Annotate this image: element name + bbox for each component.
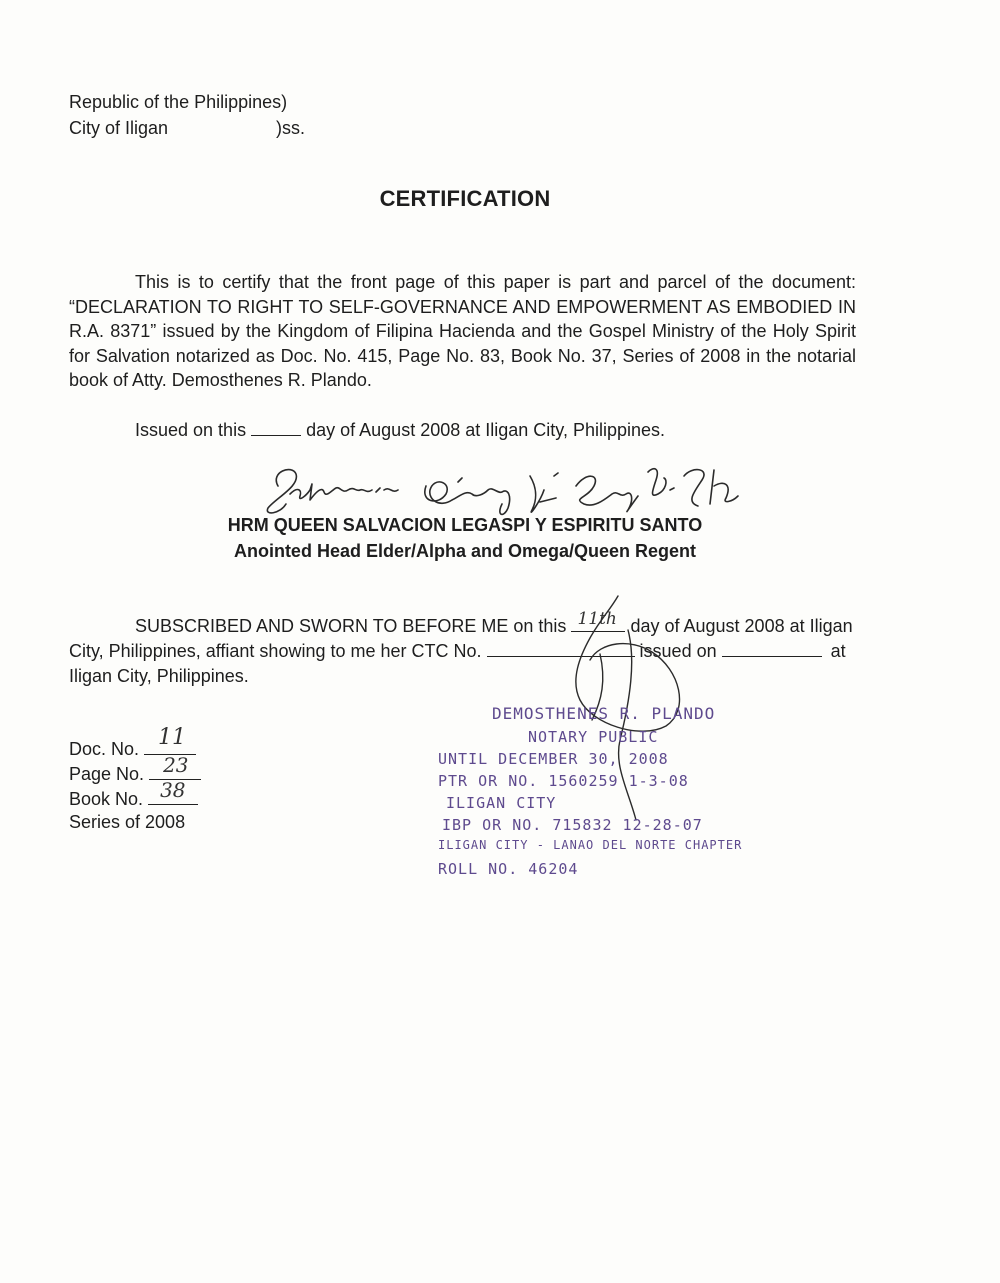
certification-line: “DECLARATION TO RIGHT TO SELF-GOVERNANCE AND EMPOWERMENT AS EMBODIED IN: [69, 296, 856, 317]
stamp-name: DEMOSTHENES R. PLANDO: [492, 704, 716, 723]
series-label: Series of 2008: [69, 812, 186, 832]
page-no-value: 23: [163, 753, 189, 777]
certification-line: book of Atty. Demosthenes R. Plando.: [69, 370, 372, 390]
doc-no-value: 11: [158, 725, 187, 750]
signatory-name: HRM QUEEN SALVACION LEGASPI Y ESPIRITU SANTO: [227, 515, 703, 535]
document-title: CERTIFICATION: [379, 186, 551, 211]
certification-line: for Salvation notarized as Doc. No. 415, Page No. 83, Book No. 37, Series of 2008 in the notarial: [69, 345, 856, 366]
book-no-label: Book No.: [69, 789, 144, 809]
notary-stamp: [420, 698, 780, 898]
book-no-blank: [148, 778, 198, 805]
jurat-line-3: Iligan City, Philippines.: [69, 666, 249, 686]
jurat-prefix: SUBSCRIBED AND SWORN TO BEFORE ME on this: [135, 616, 567, 636]
jurat-line-2: [69, 639, 846, 663]
venue-country: Republic of the Philippines): [69, 92, 288, 112]
stamp-roll: ROLL NO. 46204: [438, 860, 579, 878]
stamp-title: NOTARY PUBLIC: [528, 728, 659, 746]
jurat-handwritten-day: 11th: [577, 609, 617, 629]
issued-day-blank: [251, 421, 301, 436]
book-no-value: 38: [160, 778, 186, 802]
stamp-ibp: IBP OR NO. 715832 12-28-07: [442, 816, 703, 834]
book-no: [69, 778, 198, 811]
stamp-commission: UNTIL DECEMBER 30, 2008: [438, 750, 669, 768]
venue-city: City of Iligan: [69, 118, 169, 138]
handwritten-signature: [240, 446, 760, 526]
signatory-title: Anointed Head Elder/Alpha and Omega/Queen Regent: [233, 541, 697, 561]
jurat-line-1: [135, 609, 853, 638]
doc-no-label: Doc. No.: [69, 739, 140, 759]
stamp-ptr: PTR OR NO. 1560259 1-3-08: [438, 772, 689, 790]
jurat-suffix: day of August 2008 at Iligan: [630, 616, 853, 636]
jurat-ctc-label: City, Philippines, affiant showing to me her CTC No.: [69, 641, 482, 661]
jurat-issued-on: issued on: [639, 641, 717, 661]
stamp-city: ILIGAN CITY: [446, 794, 557, 812]
certification-line: R.A. 8371” issued by the Kingdom of Filipina Hacienda and the Gospel Ministry of the Holy Spirit: [69, 321, 856, 341]
certification-line: This is to certify that the front page of this paper is part and parcel of the document:: [135, 272, 856, 292]
jurat-at: at: [830, 641, 846, 661]
certification-paragraph: [69, 270, 856, 393]
stamp-chapter: ILIGAN CITY - LANAO DEL NORTE CHAPTER: [438, 838, 743, 852]
venue-ss: )ss.: [276, 118, 305, 138]
issued-line: [135, 418, 665, 442]
issued-on-blank: [722, 642, 822, 657]
issued-suffix: day of August 2008 at Iligan City, Philippines.: [306, 420, 666, 440]
issued-prefix: Issued on this: [135, 420, 247, 440]
page-no-label: Page No.: [69, 764, 145, 784]
